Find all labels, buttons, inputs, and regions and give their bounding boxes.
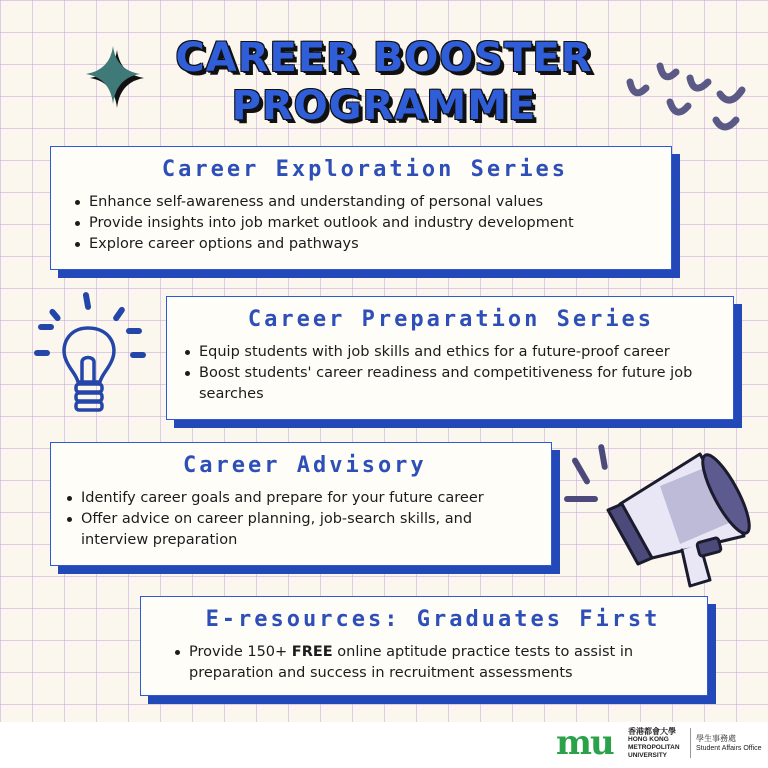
office-name-english: Student Affairs Office [696,745,762,752]
office-name [696,734,762,753]
bullet-list [185,342,717,405]
logo-divider [690,728,691,758]
career-preparation-card [166,296,734,420]
megaphone-icon [560,440,760,590]
title-line-1: CAREER BOOSTER [175,35,593,81]
office-name-chinese: 學生事務處 [696,734,736,743]
university-name [628,727,680,760]
card-body [140,596,708,696]
career-exploration-card [50,146,672,270]
career-advisory-card [50,442,552,566]
e-resources-card [140,596,708,696]
squiggle-decoration-icon [620,60,760,140]
card-heading: Career Advisory [183,453,427,478]
bullet-item: Equip students with job skills and ethics for a future-proof career [185,342,717,363]
university-name-line-2: METROPOLITAN [628,744,680,751]
sparkle-star-icon [80,42,150,112]
university-name-line-3: UNIVERSITY [628,752,668,759]
bullet-item: Enhance self-awareness and understanding of personal values [75,192,655,213]
bullet-list [67,488,535,551]
bullet-item [175,642,691,684]
bullet-item: Boost students' career readiness and competitiveness for future job searches [185,363,717,405]
bullet-item: Explore career options and pathways [75,234,655,255]
bullet-item: Offer advice on career planning, job-search skills, and interview preparation [67,509,535,551]
university-name-line-1: HONG KONG [628,736,669,743]
card-heading: Career Preparation Series [247,307,655,332]
bullet-list [175,642,691,684]
card-heading: E-resources: Graduates First [205,607,661,632]
bullet-list [75,192,655,255]
bullet-text-suffix: online aptitude practice tests to assist in preparation and success in recruitment assessments [189,644,634,681]
title-line-2: PROGRAMME [231,83,537,129]
university-name-chinese: 香港都會大學 [628,727,676,736]
bullet-item: Provide insights into job market outlook and industry development [75,213,655,234]
card-heading: Career Exploration Series [161,157,569,182]
card-body [50,442,552,566]
bullet-item: Identify career goals and prepare for your future career [67,488,535,509]
lightbulb-icon [30,290,150,420]
bullet-text-bold: FREE [291,644,333,660]
university-logo-mark: mu [556,723,613,763]
card-body [166,296,734,420]
bullet-text-prefix: Provide 150+ [189,644,292,660]
card-body [50,146,672,270]
